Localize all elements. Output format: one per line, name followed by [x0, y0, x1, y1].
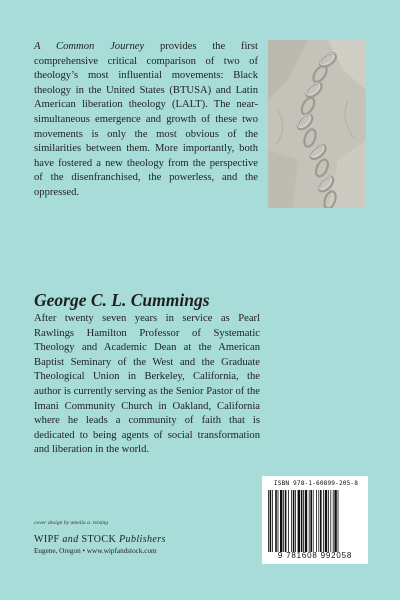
barcode-bar	[310, 490, 312, 552]
book-title: A Common Journey	[34, 41, 145, 52]
publisher-name-part1: WIPF	[34, 534, 60, 545]
isbn-barcode	[262, 476, 368, 564]
cover-design-credit: cover design by amelia a. reising	[34, 520, 109, 526]
barcode-bar	[323, 490, 324, 552]
barcode-digits: 9 781608 992058	[277, 551, 353, 560]
barcode-bar	[275, 490, 277, 552]
isbn-label: ISBN 978-1-60899-205-8	[273, 480, 359, 487]
book-blurb	[34, 40, 258, 201]
barcode-bars	[266, 490, 364, 552]
barcode-bar	[285, 490, 287, 552]
author-name: George C. L. Cummings	[34, 290, 210, 310]
barcode-bar	[318, 490, 319, 552]
barcode-bar	[333, 490, 334, 552]
publisher-name-part2: STOCK	[81, 534, 117, 545]
barcode-bar	[272, 490, 273, 552]
barcode-bar	[309, 490, 310, 552]
barcode-bar	[303, 490, 304, 552]
barcode-bar	[288, 490, 289, 552]
publisher-name-part3: Publishers	[119, 534, 166, 545]
barcode-bar	[320, 490, 322, 552]
barcode-bar	[298, 490, 300, 552]
barcode-bar	[313, 490, 314, 552]
barcode-bar	[305, 490, 307, 552]
barcode-bar	[278, 490, 279, 552]
barcode-bar	[334, 490, 336, 552]
blurb-text: provides the first comprehensive critical comparison of two of theology’s most influential movements: Black theology in the United States (BTUSA) and Latin American liberation theology (LALT). The near-simultaneous emergence and growth of these two movements is only the most obvious of the similarities between them. More importantly, both have fostered a new theology from the perspective of the disenfranchised, the powerless, and the oppressed.	[34, 41, 258, 198]
publisher-name-and: and	[62, 534, 79, 545]
barcode-bar	[301, 490, 303, 552]
barcode-bar	[291, 490, 292, 552]
stone-chain-image	[268, 40, 366, 208]
barcode-bar	[295, 490, 296, 552]
barcode-bar	[325, 490, 327, 552]
barcode-bar	[268, 490, 269, 552]
separator-bullet: •	[82, 547, 86, 555]
publisher-location: Eugene, Oregon	[34, 547, 81, 555]
barcode-bar	[338, 490, 339, 552]
barcode-bar	[270, 490, 272, 552]
barcode-bar	[283, 490, 284, 552]
barcode-bar	[330, 490, 331, 552]
barcode-bar	[328, 490, 329, 552]
barcode-bar	[316, 490, 317, 552]
publisher-name	[34, 534, 166, 545]
barcode-bar	[280, 490, 282, 552]
cover-photo-chain-relief	[268, 40, 366, 208]
barcode-bar	[293, 490, 295, 552]
publisher-location-line	[34, 547, 157, 555]
publisher-website: www.wipfandstock.com	[86, 547, 157, 555]
author-bio: After twenty seven years in service as Pearl Rawlings Hamilton Professor of Systematic Theology and Academic Dean at the American Baptist Seminary of the West and the Graduate Theological Union in Berkeley, California, the author is currently serving as the Senior Pastor of the Imani Community Church in Oakland, California where he leads a community of faith that is dedicated to being agents of social transformation and liberation in the world.	[34, 313, 260, 456]
